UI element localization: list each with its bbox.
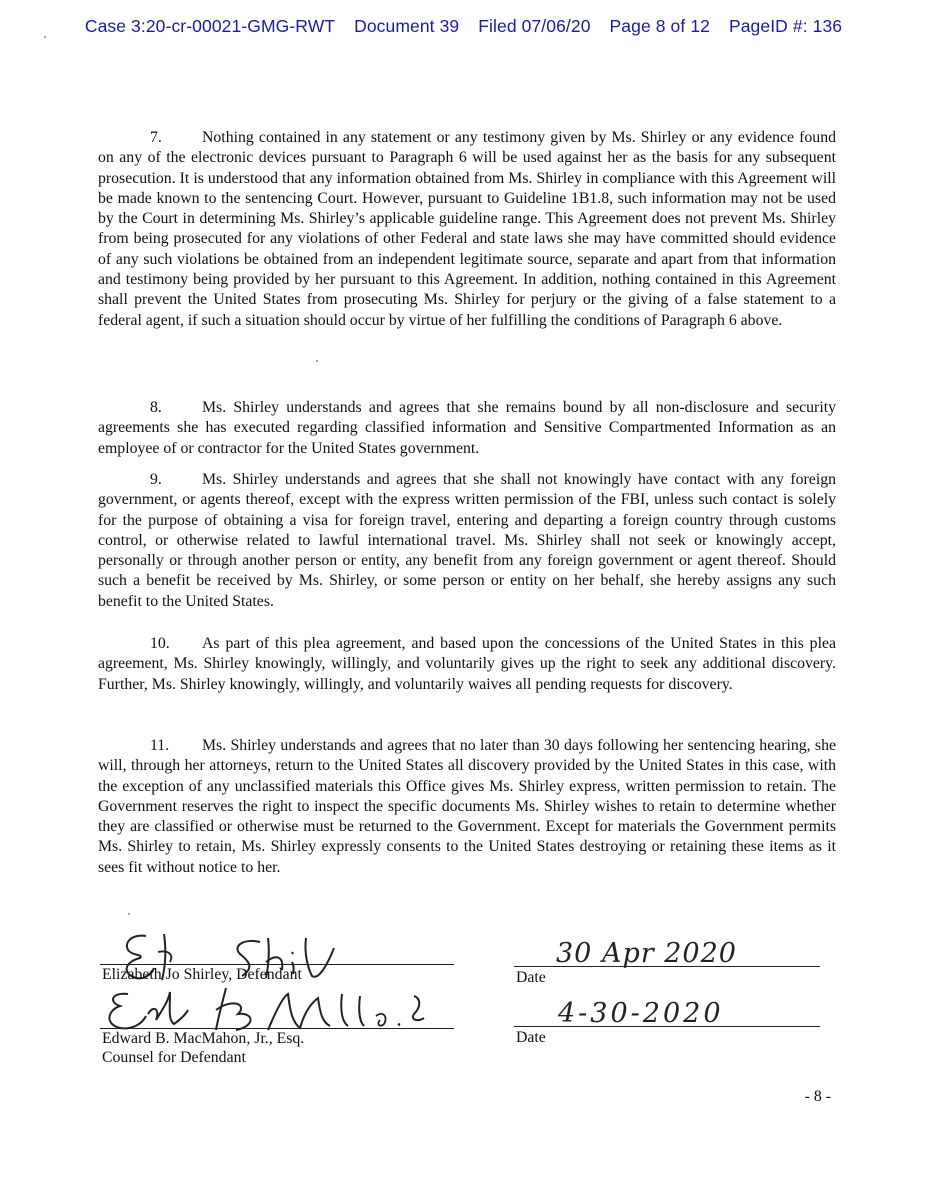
scan-speck [316,360,318,362]
defendant-handwritten-date: 30 Apr 2020 [556,938,737,969]
counsel-date-label: Date [516,1029,546,1046]
defendant-name-label: Elizabeth Jo Shirley, Defendant [102,966,302,983]
paragraph-10 [98,634,836,695]
paragraph-text: As part of this plea agreement, and based upon the concessions of the United States in this plea agreement, Ms. Shirley knowingly, willingly, and voluntarily gives up the right to seek any additional discovery. Further, Ms. Shirley knowingly, willingly, and voluntarily waives all pending requests for discovery. [98,635,836,693]
paragraph-text: Ms. Shirley understands and agrees that she shall not knowingly have contact with any foreign government, or agents thereof, except with the express written permission of the FBI, unless such contact is solely for the purpose of obtaining a visa for foreign travel, entering and departing a foreign country through customs control, or otherwise related to lawful international travel. Ms. Shirley shall not seek or knowingly accept, personally or through another person or entity, any benefit from any foreign government or agent thereof. Should such a benefit be received by Ms. Shirley, or some person or entity on her behalf, she hereby assigns any such benefit to the United States. [98,471,836,610]
paragraph-number: 11. [150,737,170,754]
paragraph-number: 7. [150,129,162,146]
paragraph-8 [98,398,836,459]
page-of: Page 8 of 12 [609,16,710,36]
paragraph-11 [98,736,836,878]
scan-speck [44,36,46,38]
case-number: Case 3:20-cr-00021-GMG-RWT [84,16,336,36]
case-filing-header [0,16,927,37]
paragraph-text: Ms. Shirley understands and agrees that she remains bound by all non-disclosure and security agreements she has executed regarding classified information and Sensitive Compartmented Information as an employee of or contractor for the United States government. [98,399,836,457]
paragraph-number: 10. [150,635,170,652]
document-number: Document 39 [354,16,460,36]
scan-speck [128,913,130,915]
counsel-handwritten-date: 4-30-2020 [558,998,724,1029]
page-number: - 8 - [804,1088,831,1105]
defendant-date-label: Date [516,969,546,986]
counsel-role-label: Counsel for Defendant [102,1049,246,1066]
counsel-name-label: Edward B. MacMahon, Jr., Esq. [102,1030,305,1047]
paragraph-number: 8. [150,399,162,416]
paragraph-7 [98,128,836,331]
defendant-date-line [514,966,820,967]
paragraph-text: Nothing contained in any statement or any testimony given by Ms. Shirley or any evidence found on any of the electronic devices pursuant to Paragraph 6 will be used against her as the basis for any subsequent prosecution. It is understood that any information obtained from Ms. Shirley in compliance with this Agreement will be made known to the sentencing Court. However, pursuant to Guideline 1B1.8, such information may not be used by the Court in determining Ms. Shirley’s applicable guideline range. This Agreement does not prevent Ms. Shirley from being prosecuted for any violations of other Federal and state laws she may have committed should evidence of any such violations be obtained from an independent legitimate source, separate and apart from that information and testimony being provided by her pursuant to this Agreement. In addition, nothing contained in this Agreement shall prevent the United States from prosecuting Ms. Shirley for perjury or the giving of a false statement to a federal agent, if such a situation should occur by virtue of her fulfilling the conditions of Paragraph 6 above. [98,129,836,329]
paragraph-number: 9. [150,471,162,488]
paragraph-text: Ms. Shirley understands and agrees that no later than 30 days following her sentencing hearing, she will, through her attorneys, return to the United States all discovery provided by the United States in this case, with the exception of any unclassified materials this Office gives Ms. Shirley express, written permission to retain. The Government reserves the right to inspect the specific documents Ms. Shirley wishes to retain to determine whether they are classified or otherwise must be returned to the Government. Except for materials the Government permits Ms. Shirley to retain, Ms. Shirley expressly consents to the United States destroying or retaining these items as it sees fit without notice to her. [98,737,836,876]
filed-date: Filed 07/06/20 [478,16,591,36]
paragraph-9 [98,470,836,612]
page-id: PageID #: 136 [728,16,843,36]
counsel-date-line [514,1026,820,1027]
